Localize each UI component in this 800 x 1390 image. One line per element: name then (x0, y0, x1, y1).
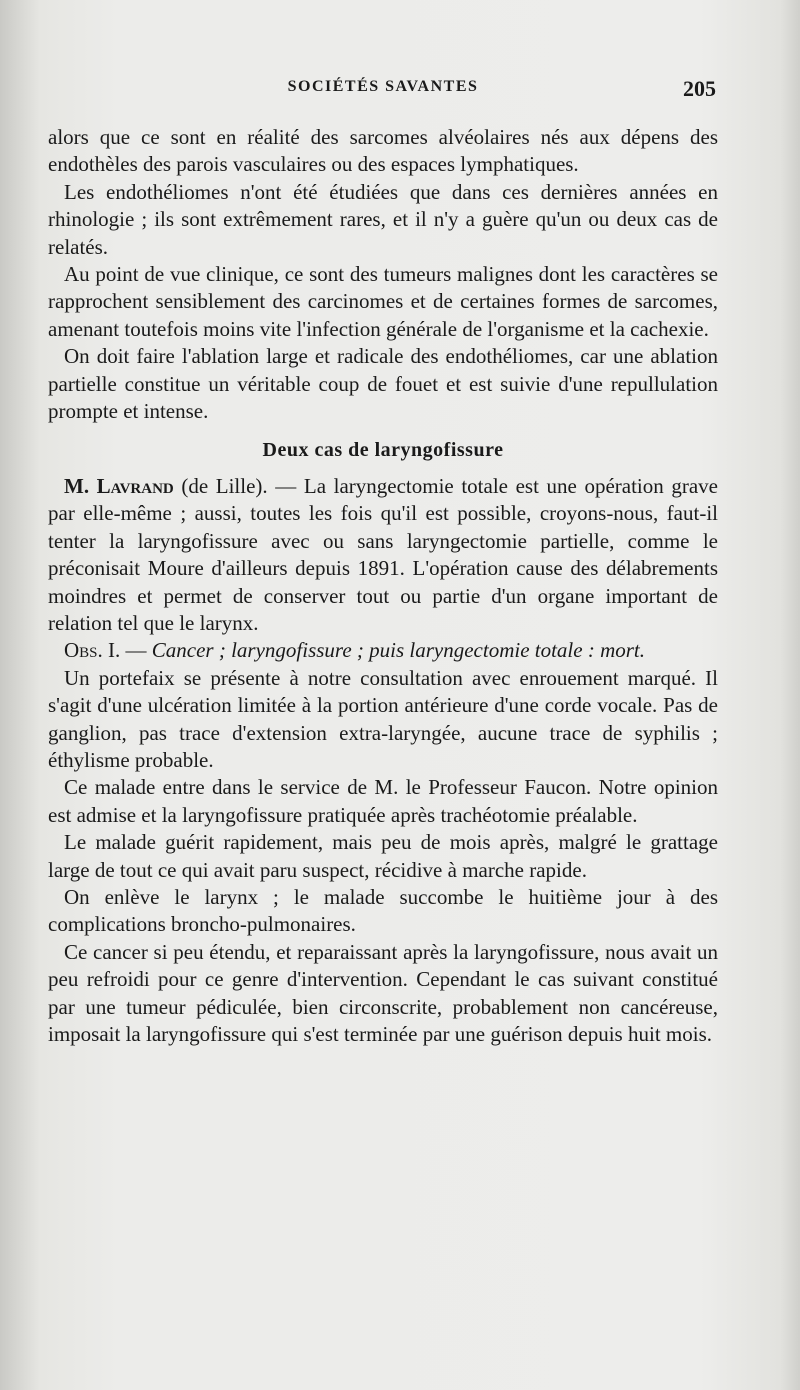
page-header (48, 76, 718, 106)
author-name: M. Lavrand (64, 473, 174, 498)
paragraph: Le malade guérit rapidement, mais peu de mois après, malgré le grattage large de tout ce qui avait paru suspect, récidive à marche rapide. (48, 830, 718, 882)
author-paragraph (48, 473, 718, 637)
running-title: SOCIÉTÉS SAVANTES (287, 78, 479, 95)
paragraph: Un portefaix se présente à notre consultation avec enrouement marqué. Il s'agit d'une ulcération limitée à la portion antérieure d'une corde vocale. Pas de ganglion, pas trace d'extension extra-laryngée, aucune trace de syphilis ; éthylisme probable. (48, 665, 718, 772)
paragraph: Les endothéliomes n'ont été étudiées que dans ces dernières années en rhinologie ; ils sont extrêmement rares, et il n'y a guère qu'un ou deux cas de relatés. (48, 179, 718, 259)
section-title: Deux cas de laryngofissure (262, 439, 504, 462)
paragraph: Ce malade entre dans le service de M. le Professeur Faucon. Notre opinion est admise et la laryngofissure pratiquée après trachéotomie préalable. (48, 775, 718, 827)
paragraph: On doit faire l'ablation large et radicale des endothéliomes, car une ablation partielle constitue un véritable coup de fouet et est suivie d'une repullulation prompte et intense. (48, 344, 718, 424)
page-number: 205 (683, 76, 716, 101)
observation-label: Obs. I. — (64, 638, 152, 663)
paragraph: Ce cancer si peu étendu, et reparaissant après la laryngofissure, nous avait un peu refroidi pour ce genre d'intervention. Cependant le cas suivant constitué par une tumeur pédiculée, bien circonscrite, probablement non cancéreuse, imposait la laryngofissure qui s'est terminée par une guérison depuis huit mois. (48, 939, 718, 1046)
paragraph: Au point de vue clinique, ce sont des tumeurs malignes dont les caractères se rapprochent sensiblement des carcinomes et de certaines formes de sarcomes, amenant toutefois moins vite l'infection générale de l'organisme et la cachexie. (48, 262, 718, 341)
page-body (48, 124, 718, 1048)
paragraph: On enlève le larynx ; le malade succombe le huitième jour à des complications broncho-pulmonaires. (48, 884, 718, 937)
observation-heading (48, 637, 718, 664)
paragraph-continuation: alors que ce sont en réalité des sarcomes alvéolaires nés aux dépens des endothèles des parois vasculaires ou des espaces lymphatiques. (48, 125, 718, 177)
author-paragraph-text: (de Lille). — La laryngectomie totale est une opération grave par elle-même ; aussi, toutes les fois qu'il est possible, croyons-nous, faut-il tenter la laryngofissure avec ou sans laryngectomie partielle, comme le préconisait Moure d'ailleurs depuis 1891. L'opération cause des délabrements moindres et permet de conserver tout ou partie d'un organe important de relation tel que le larynx. (48, 473, 718, 635)
observation-title: Cancer ; laryngofissure ; puis laryngectomie totale : mort. (151, 638, 645, 663)
